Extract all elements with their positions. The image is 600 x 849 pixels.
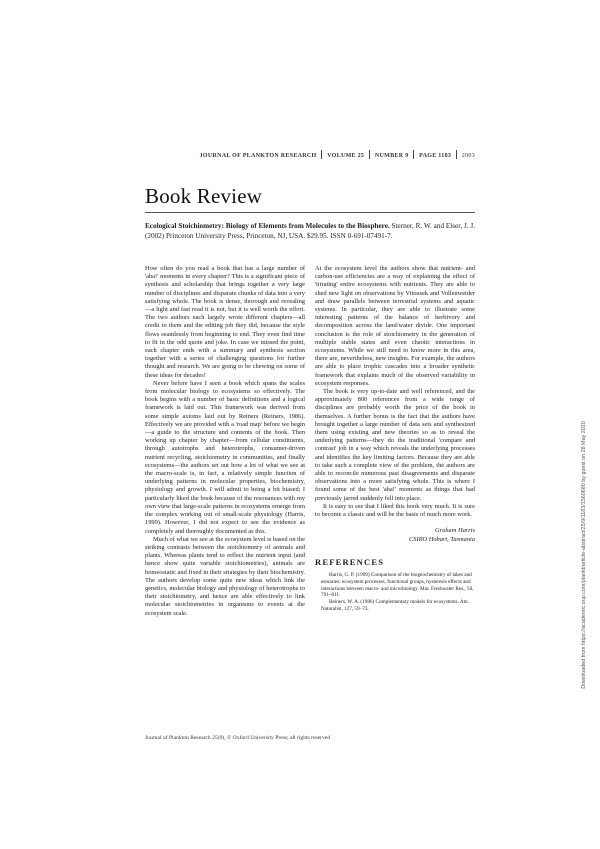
reviewer-name: Graham Harris xyxy=(435,527,475,535)
left-column xyxy=(145,265,305,618)
right-column xyxy=(315,265,475,613)
issue-number: NUMBER 9 xyxy=(374,153,409,159)
header-divider xyxy=(369,150,370,159)
body-paragraph: How often do you read a book that has a large number of 'aha!' moments in every chapter? This is a significant piece of synthesis and scholarship that brings together a very large number of disciplines and disparate chunks of data into a very satisfying whole. The book is dense, thorough and revealing—a light and fast read it is not, but it is well worth the effort. The two authors each largely wrote different chapters—all credit to them and the editing job they did, because the style flows seamlessly from beginning to end. They even find time to fit in the odd quote and joke. In case we missed the point, each chapter ends with a summary and synthesis section together with a series of challenging questions for further thought and research. We are going to be chewing on some of these ideas for decades! xyxy=(145,265,305,379)
header-divider xyxy=(413,150,414,159)
download-watermark-text: Downloaded from https://academic.oup.com/plankt/article-abstract/25/9/1183/1560680 by guest on 28 May 2020 xyxy=(581,421,587,689)
title-rule xyxy=(145,212,475,213)
reference-item: Reiners, W. A. (1986) Complementary models for ecosystems. Am. Naturalist, 127, 59–73. xyxy=(321,599,469,612)
reference-item: Harris, G. P. (1999) Comparison of the biogeochemistry of lakes and estuaries: ecosystem processes, functional groups, hysteresis effects and interactions between macro- and microbiology. Mar. Freshwater Res., 50, 791–811. xyxy=(321,571,474,599)
volume-label: VOLUME 25 xyxy=(327,153,365,159)
publication-year: 2003 xyxy=(461,153,475,159)
reviewer-signature xyxy=(315,527,475,543)
body-paragraph: Never before have I seen a book which spans the scales from molecular biology to ecosystems so effectively. The book begins with a number of basic definitions and a logical framework is laid out. This framework was derived from some simple axioms laid out by Reiners (Reiners, 1986). Effectively we are provided with a 'road map' before we begin—a guide to the structure and contents of the book. Then working up chapter by chapter—from cellular constituents, through autotrophs and heterotrophs, consumer-driven nutrient recycling, stoichiometry in communities, and finally ecosystems—the authors set out how a lot of what we see at the macro-scale is, in fact, a relatively simple function of underlying patterns in molecular properties, biochemistry, physiology and growth. I will admit to being a bit biased; I particularly liked the book because of the resonances with my own view that large-scale patterns in ecosystems emerge from the complex working out of small-scale physiology (Harris, 1999). However, I did not expect to see the evidence as completely and thoroughly documented as this. xyxy=(145,379,305,535)
header-divider xyxy=(321,150,322,159)
body-paragraph: At the ecosystem level the authors show that nutrient- and carbon-use efficiencies are a way of explaining the effect of 'titrating' entire ecosystems with nutrients. They are able to shed new light on observations by Vitousek and Vollenweider and draw parallels between terrestrial systems and aquatic systems. In particular, they are able to illustrate some interesting patterns of the balance of herbivory and decomposition across the land/water divide. One important conclusion is the role of stoichiometry in the generation of multiple stable states and even chaotic interactions in ecosystems. While we still need to know more in this area, there are, nevertheless, new insights. For example, the authors are able to place trophic cascades into a broader synthetic framework that explains much of the observed variability in ecosystem responses. xyxy=(315,265,475,387)
body-paragraph: It is easy to see that I liked this book very much. It is sure to become a classic and will be the basis of much more work. xyxy=(315,502,475,519)
page-title: Book Review xyxy=(145,184,263,208)
journal-name: JOURNAL OF PLANKTON RESEARCH xyxy=(199,153,317,159)
body-paragraph: The book is very up-to-date and well referenced, and the approximately 800 references from a wide range of disciplines are probably worth the price of the book in themselves. A further bonus is the fact that the authors have brought together a large number of data sets and synthesized them using existing and new theories so as to reveal the underlying patterns—they do the traditional 'compare and contrast' job in a way which reveals the underlying processes and identifies the key limiting factors. Because they are able to take such a complete view of the problem, the authors are able to reconcile numerous past disagreements and disparate observations into a more satisfying whole. This is where I found some of the best 'aha!' moments as things that had previously jarred suddenly fell into place. xyxy=(315,388,475,502)
download-watermark xyxy=(577,420,591,690)
running-header xyxy=(145,150,475,159)
book-details: Sterner, R. W. and Elser, J. J. (2002) Princeton University Press, Princeton, NJ, USA. $29.95. ISSN 0-691-07491-7. xyxy=(145,222,475,240)
book-citation xyxy=(145,222,475,241)
reviewer-affiliation: CSIRO Hobart, Tasmania xyxy=(409,535,475,543)
body-paragraph: Much of what we see at the ecosystem level is based on the striking contrasts between the stoichiometry of animals and plants. Whereas plants tend to reflect the nutrient input (and hence show quite variable stoichiometries), animals are homeostatic and fixed in their strategies by their biochemistry. The authors develop some quite new ideas which link the genetics, molecular biology and physiology of heterotrophs to their stoichiometry, and hence are able effectively to link molecular stoichiometries in organisms to events at the ecosystem scale. xyxy=(145,535,305,617)
copyright-footer: Journal of Plankton Research 25(9), © Oxford University Press; all rights reserved xyxy=(145,735,331,741)
page-number: PAGE 1183 xyxy=(419,153,452,159)
book-title: Ecological Stoichiometry: Biology of Elements from Molecules to the Biosphere. xyxy=(145,222,390,230)
header-divider xyxy=(456,150,457,159)
references-heading: REFERENCES xyxy=(315,556,385,567)
